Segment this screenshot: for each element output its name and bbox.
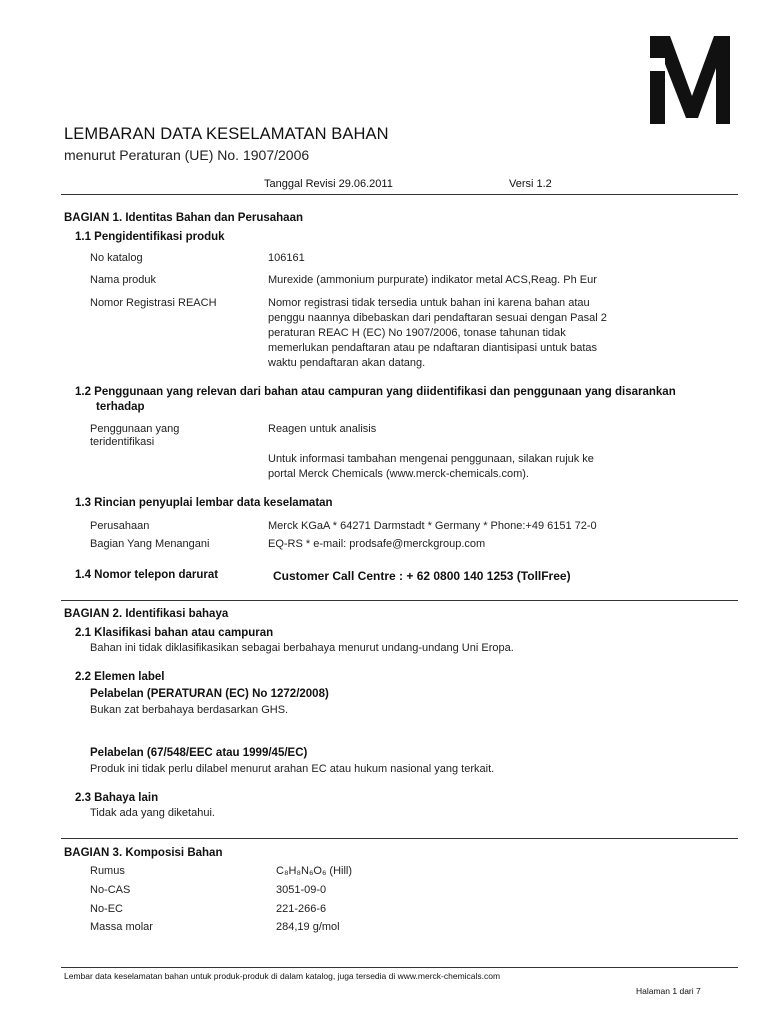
section1-4-heading: 1.4 Nomor telepon darurat	[75, 569, 219, 581]
use-label-line: Penggunaan yang	[90, 423, 180, 435]
emergency-phone: Customer Call Centre : + 62 0800 140 1253 (TollFree)	[273, 569, 571, 583]
use-more-info	[268, 452, 594, 482]
company-value: Merck KGaA * 64271 Darmstadt * Germany * Phone:+49 6151 72-0	[268, 520, 597, 532]
catalog-label: No katalog	[90, 252, 143, 264]
dept-label: Bagian Yang Menangani	[90, 538, 210, 550]
molar-mass-value: 284,19 g/mol	[276, 921, 340, 933]
page-number: Halaman 1 dari 7	[636, 986, 701, 996]
molar-mass-label: Massa molar	[90, 921, 153, 933]
section2-3-text: Tidak ada yang diketahui.	[90, 807, 215, 819]
dept-value: EQ-RS * e-mail: prodsafe@merckgroup.com	[268, 538, 486, 550]
reach-line: memerlukan pendaftaran atau pe ndaftaran diantisipasi untuk batas	[268, 342, 597, 354]
use-more-line: Untuk informasi tambahan mengenai penggunaan, silakan rujuk ke	[268, 453, 594, 465]
product-value: Murexide (ammonium purpurate) indikator metal ACS,Reag. Ph Eur	[268, 274, 597, 286]
document-subtitle: menurut Peraturan (UE) No. 1907/2006	[64, 147, 310, 163]
use-more-line: portal Merck Chemicals (www.merck-chemicals.com).	[268, 468, 529, 480]
ec-value: 221-266-6	[276, 903, 327, 915]
label1-heading: Pelabelan (PERATURAN (EC) No 1272/2008)	[90, 688, 329, 700]
reach-line: Nomor registrasi tidak tersedia untuk bahan ini karena bahan atau	[268, 297, 590, 309]
use-label	[90, 423, 179, 448]
divider	[61, 838, 738, 839]
label2-text: Produk ini tidak perlu dilabel menurut arahan EC atau hukum nasional yang terkait.	[90, 763, 495, 775]
divider	[61, 194, 738, 195]
label2-heading: Pelabelan (67/548/EEC atau 1999/45/EC)	[90, 747, 308, 759]
footer-divider	[61, 967, 738, 968]
cas-label: No-CAS	[90, 884, 131, 896]
section2-2-heading: 2.2 Elemen label	[75, 671, 165, 683]
section3-heading: BAGIAN 3. Komposisi Bahan	[64, 847, 223, 859]
divider	[61, 600, 738, 601]
reach-text	[268, 296, 607, 371]
section1-1-heading: 1.1 Pengidentifikasi produk	[75, 231, 225, 243]
label1-text: Bukan zat berbahaya berdasarkan GHS.	[90, 704, 289, 716]
reach-label: Nomor Registrasi REACH	[90, 297, 217, 309]
company-label: Perusahaan	[90, 520, 150, 532]
footer-note: Lembar data keselamatan bahan untuk produk-produk di dalam katalog, juga tersedia di www.merck-chemicals.com	[64, 971, 501, 981]
section1-3-heading: 1.3 Rincian penyuplai lembar data keselamatan	[75, 497, 333, 509]
reach-line: waktu pendaftaran akan datang.	[268, 357, 426, 369]
reach-line: penggu naannya dibebaskan dari pendaftaran sesuai dengan Pasal 2	[268, 312, 607, 324]
product-label: Nama produk	[90, 274, 157, 286]
formula-value: C₈H₈N₆O₆ (Hill)	[276, 865, 353, 877]
document-title: LEMBARAN DATA KESELAMATAN BAHAN	[64, 125, 389, 143]
section2-heading: BAGIAN 2. Identifikasi bahaya	[64, 608, 229, 620]
section2-1-heading: 2.1 Klasifikasi bahan atau campuran	[75, 627, 274, 639]
section1-heading: BAGIAN 1. Identitas Bahan dan Perusahaan	[64, 212, 304, 224]
cas-value: 3051-09-0	[276, 884, 327, 896]
section2-1-text: Bahan ini tidak diklasifikasikan sebagai berbahaya menurut undang-undang Uni Eropa.	[90, 642, 514, 654]
section2-3-heading: 2.3 Bahaya lain	[75, 792, 159, 804]
use-value: Reagen untuk analisis	[268, 423, 377, 435]
revision-date: Tanggal Revisi 29.06.2011	[264, 178, 393, 190]
reach-line: peraturan REAC H (EC) No 1907/2006, tonase tahunan tidak	[268, 327, 566, 339]
section1-2-heading: 1.2 Penggunaan yang relevan dari bahan atau campuran yang diidentifikasi dan penggunaan yang disarankan	[75, 386, 676, 398]
catalog-value: 106161	[268, 252, 305, 264]
ec-label: No-EC	[90, 903, 124, 915]
formula-label: Rumus	[90, 865, 125, 877]
section1-2-heading-cont: terhadap	[96, 401, 145, 413]
use-label-line: teridentifikasi	[90, 436, 155, 448]
version: Versi 1.2	[509, 178, 552, 190]
merck-logo	[648, 34, 732, 126]
